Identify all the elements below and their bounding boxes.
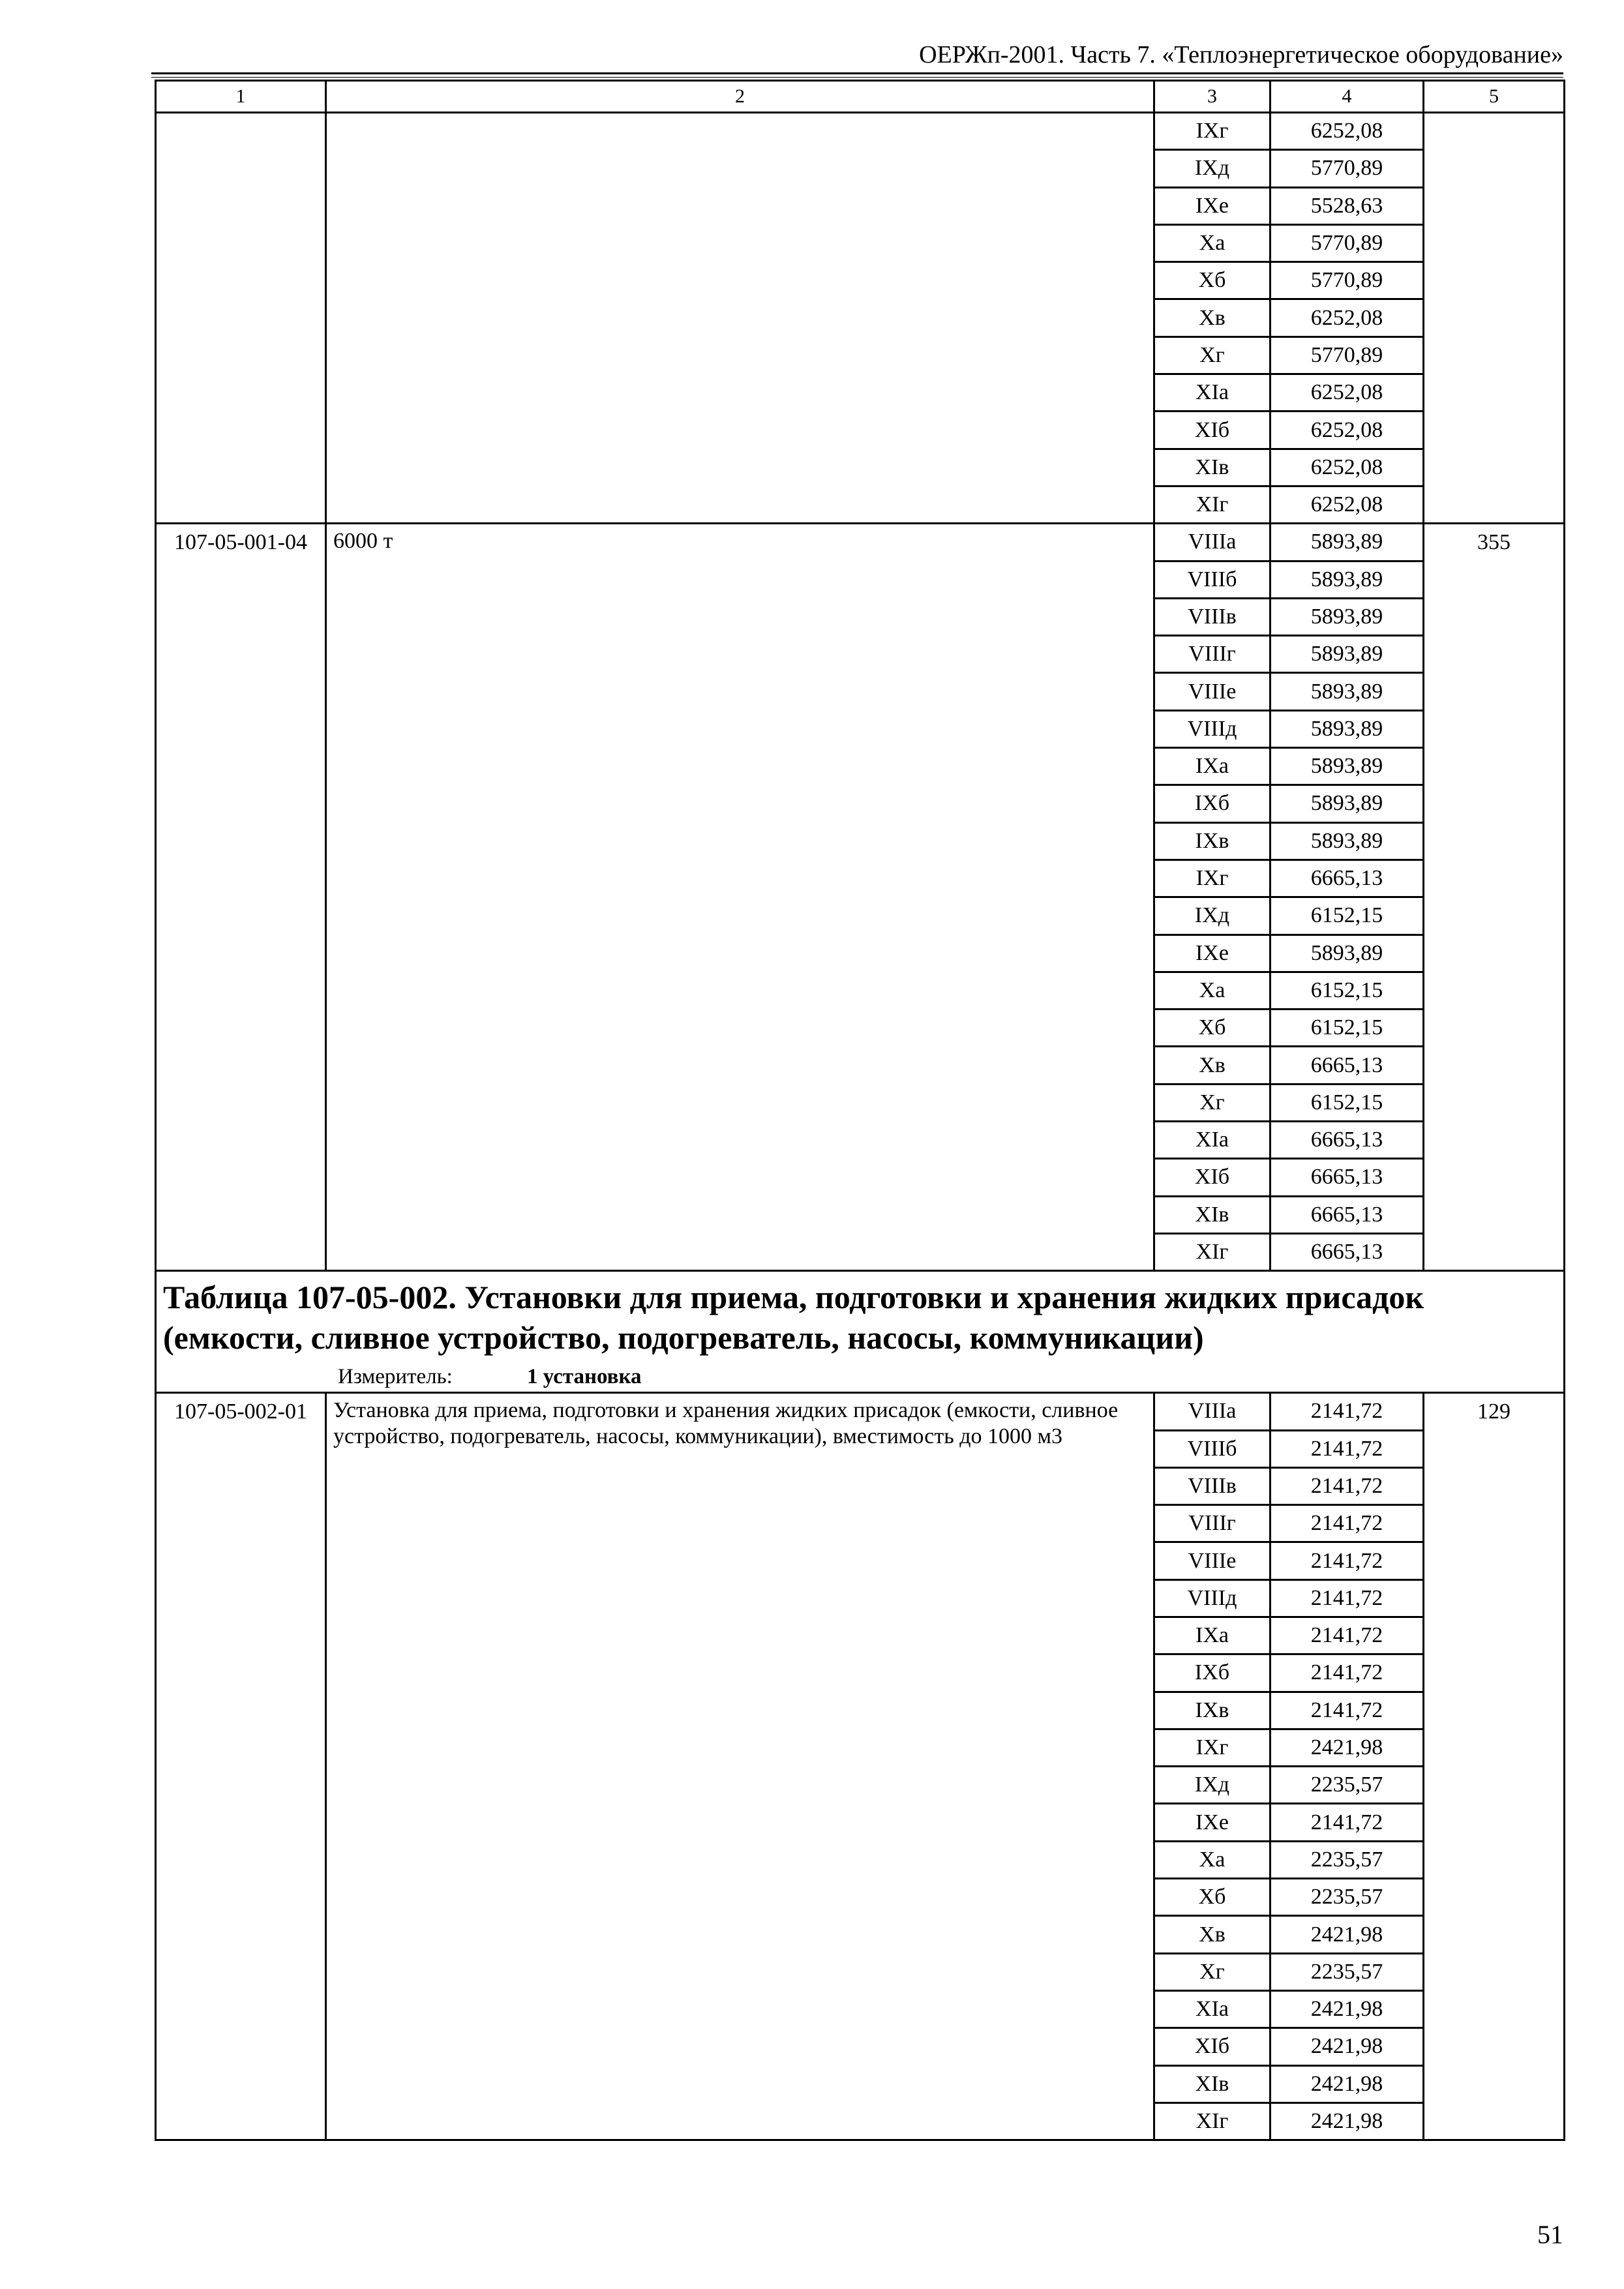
table-title: Таблица 107-05-002. Установки для приема, подготовки и хранения жидких присадок (емкости, сливное устройство, подогреватель, насосы, коммуникации) (163, 1279, 1424, 1356)
meter-label: Измеритель: (338, 1365, 453, 1389)
zone-cell: IXб (1154, 1654, 1271, 1692)
price-cell: 5893,89 (1271, 598, 1424, 635)
zone-cell: IXе (1154, 935, 1271, 972)
price-cell: 5770,89 (1271, 224, 1424, 262)
zone-cell: XIв (1154, 449, 1271, 486)
price-cell: 5528,63 (1271, 187, 1424, 224)
table-title-cell (156, 1271, 1565, 1393)
entry-col5-cell (1424, 113, 1565, 524)
price-cell: 2141,72 (1271, 1505, 1424, 1542)
zone-cell: VIIIб (1154, 561, 1271, 598)
column-number-4: 4 (1271, 81, 1424, 113)
zone-cell: IXг (1154, 860, 1271, 897)
zone-cell: IXг (1154, 113, 1271, 150)
entry-code: 107-05-001-04 (156, 524, 326, 1271)
price-cell: 2421,98 (1271, 1916, 1424, 1953)
zone-cell: VIIIа (1154, 524, 1271, 561)
zone-cell: XIб (1154, 1159, 1271, 1196)
entry-name-cell (326, 113, 1154, 524)
header-rule-thin (151, 77, 1563, 78)
price-cell: 2421,98 (1271, 2028, 1424, 2065)
zone-cell: XIг (1154, 486, 1271, 523)
zone-cell: XIв (1154, 2065, 1271, 2102)
price-cell: 5893,89 (1271, 935, 1424, 972)
zone-cell: Xг (1154, 1953, 1271, 1990)
price-cell: 6252,08 (1271, 486, 1424, 523)
table-row (156, 113, 1565, 150)
price-cell: 6152,15 (1271, 972, 1424, 1009)
price-cell: 2141,72 (1271, 1804, 1424, 1841)
zone-cell: IXд (1154, 150, 1271, 187)
zone-cell: Xб (1154, 262, 1271, 299)
price-cell: 5893,89 (1271, 822, 1424, 860)
zone-cell: XIг (1154, 1233, 1271, 1270)
zone-cell: Xб (1154, 1879, 1271, 1916)
price-cell: 5893,89 (1271, 673, 1424, 710)
zone-cell: Xб (1154, 1010, 1271, 1047)
zone-cell: XIб (1154, 2028, 1271, 2065)
price-cell: 5770,89 (1271, 262, 1424, 299)
price-cell: 6252,08 (1271, 374, 1424, 411)
price-cell: 6665,13 (1271, 1122, 1424, 1159)
zone-cell: VIIIв (1154, 1467, 1271, 1504)
column-number-2: 2 (326, 81, 1154, 113)
zone-cell: VIIIг (1154, 1505, 1271, 1542)
zone-cell: XIа (1154, 1122, 1271, 1159)
price-cell: 2235,57 (1271, 1953, 1424, 1990)
price-cell: 5770,89 (1271, 337, 1424, 374)
zone-cell: Xа (1154, 1841, 1271, 1878)
zone-cell: IXа (1154, 748, 1271, 785)
zone-cell: IXд (1154, 1767, 1271, 1804)
price-cell: 6252,08 (1271, 299, 1424, 337)
zone-cell: VIIIа (1154, 1393, 1271, 1430)
zone-cell: IXв (1154, 822, 1271, 860)
price-cell: 2141,72 (1271, 1542, 1424, 1579)
price-cell: 2141,72 (1271, 1430, 1424, 1467)
zone-cell: VIIIд (1154, 710, 1271, 747)
price-cell: 6252,08 (1271, 113, 1424, 150)
price-cell: 2421,98 (1271, 1990, 1424, 2027)
zone-cell: IXг (1154, 1729, 1271, 1766)
column-number-row (156, 81, 1565, 113)
table-row (156, 1393, 1565, 1430)
price-cell: 2141,72 (1271, 1617, 1424, 1654)
price-cell: 2421,98 (1271, 2065, 1424, 2102)
price-cell: 6152,15 (1271, 1010, 1424, 1047)
zone-cell: XIа (1154, 374, 1271, 411)
zone-cell: XIб (1154, 411, 1271, 449)
price-cell: 6252,08 (1271, 411, 1424, 449)
column-number-3: 3 (1154, 81, 1271, 113)
zone-cell: Xг (1154, 337, 1271, 374)
price-cell: 6665,13 (1271, 1196, 1424, 1233)
meter-value: 1 установка (527, 1365, 642, 1389)
entry-col5-value: 355 (1424, 524, 1565, 1271)
zone-cell: VIIIб (1154, 1430, 1271, 1467)
table-meter (163, 1363, 1557, 1390)
zone-cell: IXд (1154, 897, 1271, 935)
price-cell: 6665,13 (1271, 1233, 1424, 1270)
price-cell: 2141,72 (1271, 1692, 1424, 1729)
entry-name: Установка для приема, подготовки и хранения жидких присадок (емкости, сливное устройство, подогреватель, насосы, коммуникации), вместимость до 1000 м3 (326, 1393, 1154, 2140)
zone-cell: IXа (1154, 1617, 1271, 1654)
price-cell: 2141,72 (1271, 1467, 1424, 1504)
zone-cell: Xв (1154, 1916, 1271, 1953)
price-cell: 6152,15 (1271, 1084, 1424, 1121)
price-cell: 5770,89 (1271, 150, 1424, 187)
zone-cell: IXе (1154, 1804, 1271, 1841)
price-cell: 5893,89 (1271, 785, 1424, 822)
price-cell: 6665,13 (1271, 860, 1424, 897)
price-cell: 5893,89 (1271, 524, 1424, 561)
price-cell: 5893,89 (1271, 748, 1424, 785)
column-number-1: 1 (156, 81, 326, 113)
zone-cell: Xв (1154, 1047, 1271, 1084)
price-cell: 5893,89 (1271, 561, 1424, 598)
price-cell: 2141,72 (1271, 1654, 1424, 1692)
table-title-row (156, 1271, 1565, 1393)
price-cell: 2421,98 (1271, 1729, 1424, 1766)
zone-cell: Xг (1154, 1084, 1271, 1121)
price-cell: 5893,89 (1271, 710, 1424, 747)
price-cell: 2141,72 (1271, 1393, 1424, 1430)
price-cell: 2235,57 (1271, 1879, 1424, 1916)
zone-cell: VIIIе (1154, 673, 1271, 710)
price-cell: 2235,57 (1271, 1841, 1424, 1878)
price-cell: 2235,57 (1271, 1767, 1424, 1804)
price-cell: 6665,13 (1271, 1047, 1424, 1084)
zone-cell: VIIIе (1154, 1542, 1271, 1579)
price-cell: 2421,98 (1271, 2102, 1424, 2140)
zone-cell: XIг (1154, 2102, 1271, 2140)
zone-cell: XIв (1154, 1196, 1271, 1233)
zone-cell: IXв (1154, 1692, 1271, 1729)
zone-cell: VIIIд (1154, 1579, 1271, 1617)
header-rule (151, 72, 1563, 74)
price-cell: 6252,08 (1271, 449, 1424, 486)
price-cell: 5893,89 (1271, 636, 1424, 673)
zone-cell: IXб (1154, 785, 1271, 822)
price-cell: 2141,72 (1271, 1579, 1424, 1617)
price-cell: 6665,13 (1271, 1159, 1424, 1196)
zone-cell: VIIIв (1154, 598, 1271, 635)
zone-cell: VIIIг (1154, 636, 1271, 673)
zone-cell: Xв (1154, 299, 1271, 337)
rates-table (155, 80, 1565, 2141)
zone-cell: Xа (1154, 972, 1271, 1009)
page-header-title: ОЕРЖп-2001. Часть 7. «Теплоэнергетическое оборудование» (919, 41, 1563, 68)
entry-col5-value: 129 (1424, 1393, 1565, 2140)
price-cell: 6152,15 (1271, 897, 1424, 935)
entry-name: 6000 т (326, 524, 1154, 1271)
zone-cell: XIа (1154, 1990, 1271, 2027)
column-number-5: 5 (1424, 81, 1565, 113)
table-row (156, 524, 1565, 561)
zone-cell: Xа (1154, 224, 1271, 262)
entry-code: 107-05-002-01 (156, 1393, 326, 2140)
entry-code-cell (156, 113, 326, 524)
zone-cell: IXе (1154, 187, 1271, 224)
page-number: 51 (1537, 2220, 1563, 2249)
